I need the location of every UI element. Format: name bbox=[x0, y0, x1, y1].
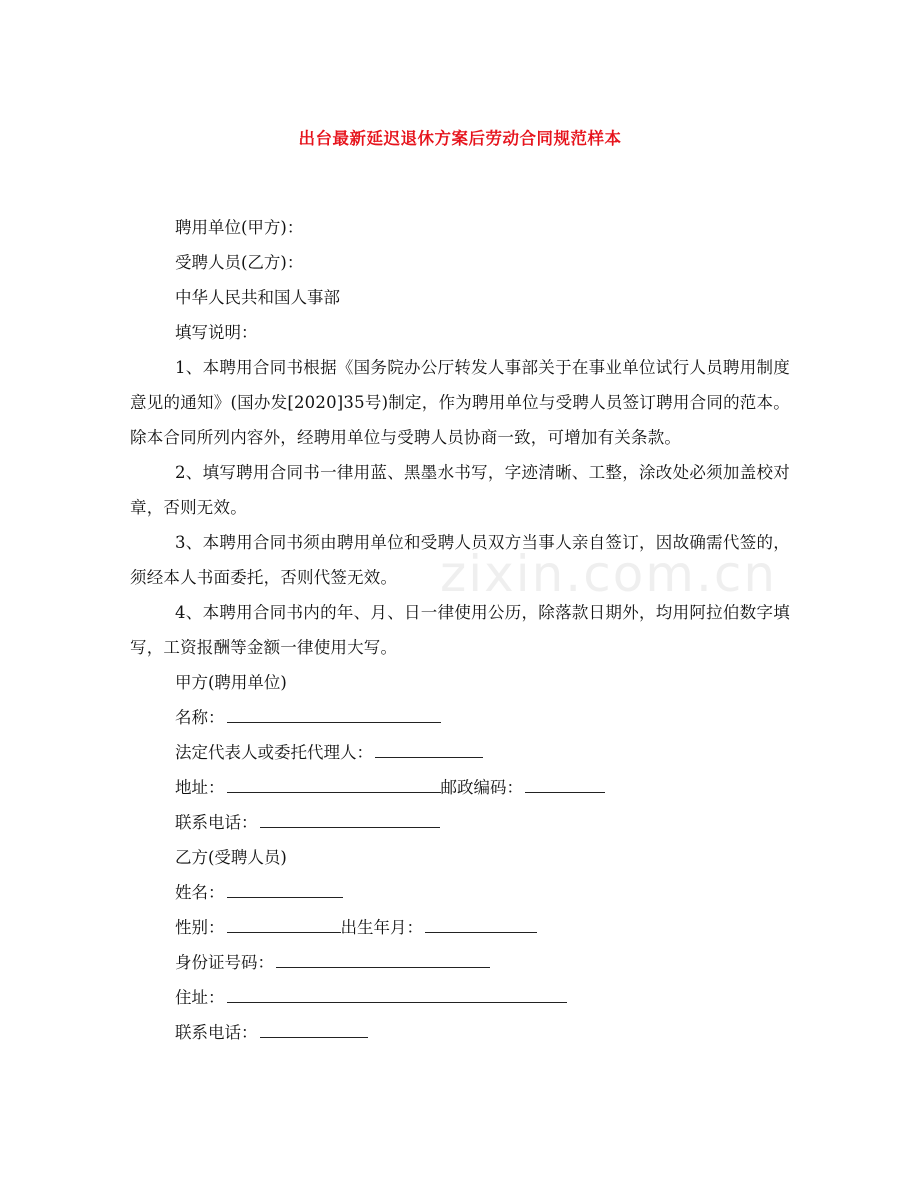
party-b-id-row bbox=[130, 945, 790, 980]
party-a-name-label: 名称： bbox=[175, 708, 225, 727]
party-a-phone-label: 联系电话： bbox=[175, 813, 258, 832]
party-a-rep-label: 法定代表人或委托代理人： bbox=[175, 743, 373, 762]
party-b-address-row bbox=[130, 980, 790, 1015]
employer-line: 聘用单位(甲方)： bbox=[175, 218, 304, 237]
party-b-address-label: 住址： bbox=[175, 988, 225, 1007]
party-a-address-row bbox=[130, 770, 790, 805]
party-a-phone-blank[interactable] bbox=[260, 813, 440, 828]
instruction-3: 3、本聘用合同书须由聘用单位和受聘人员双方当事人亲自签订，因故确需代签的，须经本人书面委托，否则代签无效。 bbox=[130, 533, 790, 587]
party-b-gender-row bbox=[130, 910, 790, 945]
party-b-id-label: 身份证号码： bbox=[175, 953, 274, 972]
party-b-phone-blank[interactable] bbox=[260, 1023, 368, 1038]
party-b-birth-blank[interactable] bbox=[425, 918, 537, 933]
party-b-address-blank[interactable] bbox=[227, 988, 567, 1003]
party-b-gender-blank[interactable] bbox=[227, 918, 341, 933]
party-b-gender-label: 性别： bbox=[175, 918, 225, 937]
instruction-1: 1、本聘用合同书根据《国务院办公厅转发人事部关于在事业单位试行人员聘用制度意见的通知》(国办发[2020]35号)制定，作为聘用单位与受聘人员签订聘用合同的范本。除本合同所列内容外，经聘用单位与受聘人员协商一致，可增加有关条款。 bbox=[130, 358, 790, 447]
party-b-name-label: 姓名： bbox=[175, 883, 225, 902]
party-b-name-row bbox=[130, 875, 790, 910]
employee-line: 受聘人员(乙方)： bbox=[175, 253, 304, 272]
party-a-address-label: 地址： bbox=[175, 778, 225, 797]
party-a-postcode-label: 邮政编码： bbox=[440, 778, 523, 797]
party-b-id-blank[interactable] bbox=[276, 953, 490, 968]
party-b-name-blank[interactable] bbox=[227, 883, 343, 898]
party-a-name-blank[interactable] bbox=[227, 708, 441, 723]
party-a-rep-blank[interactable] bbox=[375, 743, 483, 758]
instruction-4: 4、本聘用合同书内的年、月、日一律使用公历，除落款日期外，均用阿拉伯数字填写，工资报酬等金额一律使用大写。 bbox=[130, 603, 790, 657]
party-b-phone-label: 联系电话： bbox=[175, 1023, 258, 1042]
party-b-phone-row bbox=[130, 1015, 790, 1050]
instruction-2: 2、填写聘用合同书一律用蓝、黑墨水书写，字迹清晰、工整，涂改处必须加盖校对章，否则无效。 bbox=[130, 463, 790, 517]
party-b-heading: 乙方(受聘人员) bbox=[175, 848, 287, 867]
party-a-heading: 甲方(聘用单位) bbox=[175, 673, 287, 692]
watermark: zixin.com.cn bbox=[440, 545, 778, 603]
party-a-postcode-blank[interactable] bbox=[525, 778, 605, 793]
party-a-phone-row bbox=[130, 805, 790, 840]
issuer-line: 中华人民共和国人事部 bbox=[175, 288, 340, 307]
party-b-birth-label: 出生年月： bbox=[340, 918, 423, 937]
party-a-address-blank[interactable] bbox=[227, 778, 441, 793]
instructions-heading: 填写说明： bbox=[175, 323, 258, 342]
party-a-rep-row bbox=[130, 735, 790, 770]
party-a-name-row bbox=[130, 700, 790, 735]
document-title: 出台最新延迟退休方案后劳动合同规范样本 bbox=[298, 129, 622, 148]
